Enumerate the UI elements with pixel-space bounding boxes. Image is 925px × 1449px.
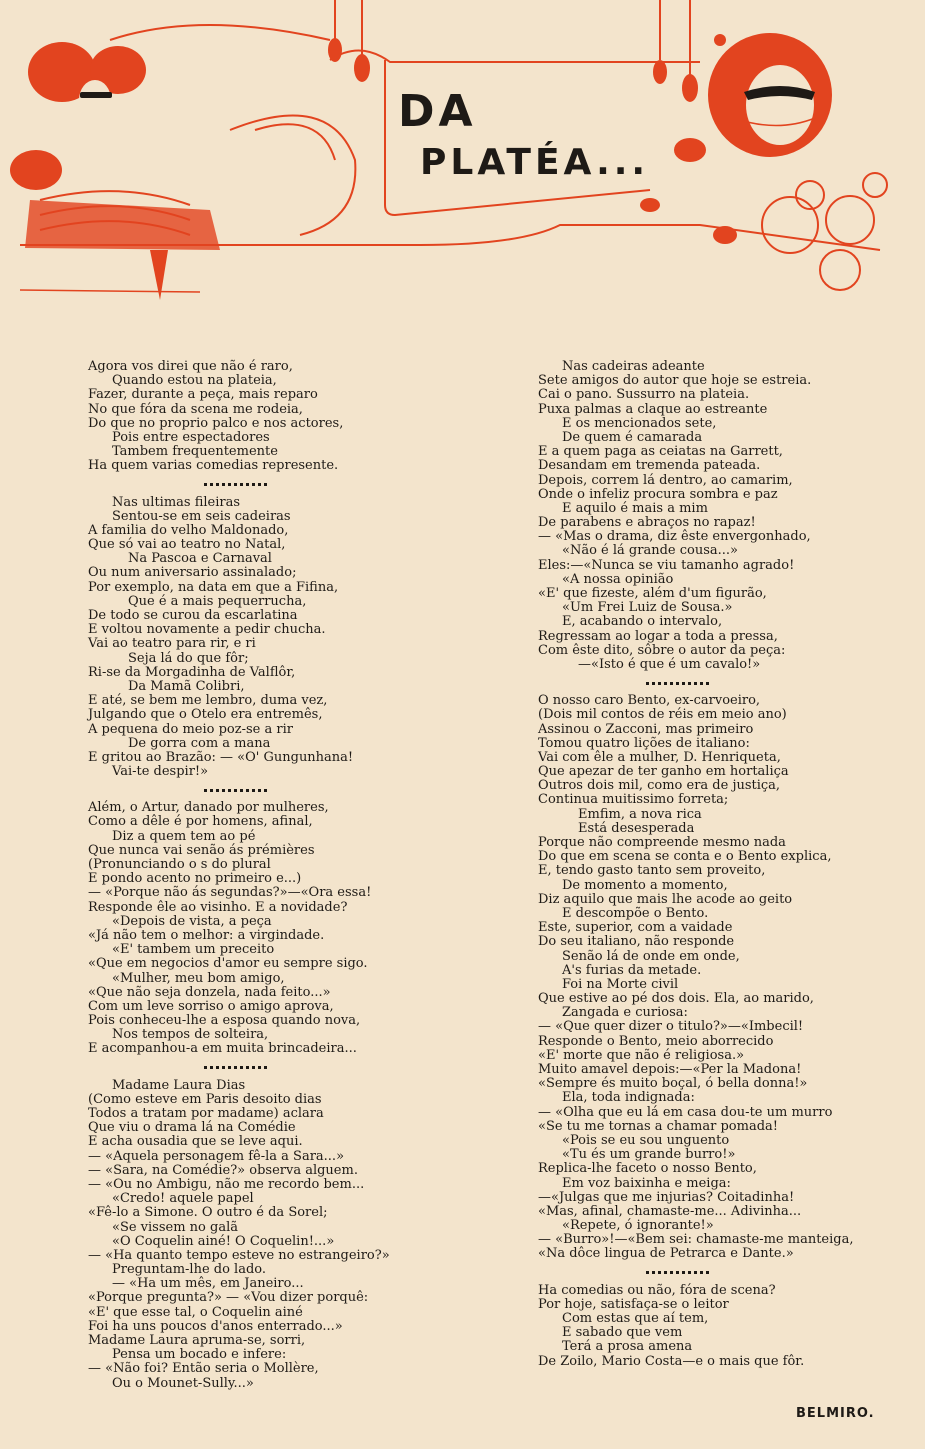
dotted-rule xyxy=(204,483,270,486)
verse-line: Está desesperada xyxy=(578,820,695,836)
verse-line: Com êste dito, sôbre o autor da peça: xyxy=(538,642,786,658)
verse-line: «Pois se eu sou unguento xyxy=(562,1132,730,1148)
stanza xyxy=(538,694,898,1262)
dotted-rule xyxy=(646,682,712,685)
verse-line: «Mas, afinal, chamaste-me... Adivinha... xyxy=(538,1203,802,1219)
verse-line: «Mulher, meu bom amigo, xyxy=(112,970,285,986)
verse-line: Do que no proprio palco e nos actores, xyxy=(88,415,344,431)
verse-line: Replica-lhe faceto o nosso Bento, xyxy=(538,1161,757,1177)
verse-line: — «Olha que eu lá em casa dou-te um murro xyxy=(538,1104,833,1120)
verse-line: Sete amigos do autor que hoje se estreia. xyxy=(538,373,812,389)
verse-line: «Na dôce lingua de Petrarca e Dante.» xyxy=(538,1246,794,1262)
verse-line: Assinou o Zacconi, mas primeiro xyxy=(538,721,754,737)
verse-line: Eles:—«Nunca se viu tamanho agrado! xyxy=(538,557,795,573)
verse-line: Nas cadeiras adeante xyxy=(562,359,705,374)
stanza xyxy=(88,496,508,780)
verse-line: A pequena do meio poz-se a rir xyxy=(88,721,293,737)
verse-line: — «Burro»!—«Bem sei: chamaste-me manteiga, xyxy=(538,1232,854,1248)
verse-line: «Que em negocios d'amor eu sempre sigo. xyxy=(88,956,368,972)
verse-line: Responde êle ao visinho. E a novidade? xyxy=(88,899,348,915)
verse-line: Preguntam-lhe do lado. xyxy=(112,1262,267,1278)
verse-line: «Depois de vista, a peça xyxy=(112,913,272,929)
verse-line: Tambem frequentemente xyxy=(112,444,278,460)
verse-line: «E' que esse tal, o Coquelin ainé xyxy=(88,1304,303,1320)
verse-line: Vai-te despir!» xyxy=(112,764,209,780)
verse-line: Puxa palmas a claque ao estreante xyxy=(538,401,768,417)
verse-line: Do que em scena se conta e o Bento explica, xyxy=(538,849,832,865)
verse-line: Julgando que o Otelo era entremês, xyxy=(88,707,323,723)
verse-line: «Se tu me tornas a chamar pomada! xyxy=(538,1118,778,1134)
verse-line: «Tu és um grande burro!» xyxy=(562,1147,736,1163)
verse-line: E até, se bem me lembro, duma vez, xyxy=(88,693,328,709)
verse-line: De parabens e abraços no rapaz! xyxy=(538,515,756,531)
verse-line: Depois, correm lá dentro, ao camarim, xyxy=(538,472,793,488)
verse-line: E acompanhou-a em muita brincadeira... xyxy=(88,1041,357,1057)
dotted-rule xyxy=(204,789,270,792)
verse-line: — «Aquela personagem fê-la a Sara...» xyxy=(88,1148,345,1164)
verse-line: Ri-se da Morgadinha de Valflôr, xyxy=(88,664,296,680)
verse-line: Este, superior, com a vaidade xyxy=(538,920,733,936)
verse-line: «Porque pregunta?» — «Vou dizer porquê: xyxy=(88,1290,369,1306)
verse-line: «Já não tem o melhor: a virgindade. xyxy=(88,927,325,943)
stanza xyxy=(88,801,508,1056)
verse-line: Da Mamã Colibri, xyxy=(128,678,245,694)
left-column xyxy=(88,360,508,1391)
verse-line: Terá a prosa amena xyxy=(562,1339,693,1355)
verse-line: Vai com êle a mulher, D. Henriqueta, xyxy=(538,749,781,765)
verse-line: Pois entre espectadores xyxy=(112,429,270,445)
verse-line: Que é a mais pequerrucha, xyxy=(128,593,307,609)
verse-line: «Um Frei Luiz de Sousa.» xyxy=(562,600,733,616)
verse-line: Que apezar de ter ganho em hortaliça xyxy=(538,764,789,780)
verse-line: De momento a momento, xyxy=(562,877,728,893)
verse-line: (Pronunciando o s do plural xyxy=(88,857,271,872)
verse-line: E a quem paga as ceiatas na Garrett, xyxy=(538,444,783,460)
verse-line: «Não é lá grande cousa...» xyxy=(562,543,738,559)
verse-line: E pondo acento no primeiro e...) xyxy=(88,871,302,887)
verse-line: Por hoje, satisfaça-se o leitor xyxy=(538,1296,729,1312)
verse-line: Que nunca vai senão ás prémières xyxy=(88,842,315,858)
verse-line: Ela, toda indignada: xyxy=(562,1090,695,1106)
verse-line: — «Porque não ás segundas?»—«Ora essa! xyxy=(88,885,372,901)
stanza xyxy=(88,1079,508,1391)
verse-line: No que fóra da scena me rodeia, xyxy=(88,401,303,417)
title-line-1: DA xyxy=(398,86,477,137)
verse-line: Que estive ao pé dos dois. Ela, ao marido, xyxy=(538,991,814,1007)
verse-line: E os mencionados sete, xyxy=(562,415,717,431)
verse-line: Continua muitissimo forreta; xyxy=(538,792,729,808)
verse-line: «Credo! aquele papel xyxy=(112,1191,254,1207)
verse-line: Foi na Morte civil xyxy=(562,976,679,992)
dotted-rule xyxy=(204,1066,270,1069)
section-separator xyxy=(538,672,898,694)
verse-line: Na Pascoa e Carnaval xyxy=(128,551,272,567)
verse-line: — «Ou no Ambigu, não me recordo bem... xyxy=(88,1176,365,1192)
verse-line: E, acabando o intervalo, xyxy=(562,614,723,630)
right-column xyxy=(538,360,898,1369)
verse-line: Diz aquilo que mais lhe acode ao geito xyxy=(538,891,793,907)
verse-line: Nos tempos de solteira, xyxy=(112,1027,269,1043)
verse-line: —«Julgas que me injurias? Coitadinha! xyxy=(538,1189,795,1205)
verse-line: Que só vai ao teatro no Natal, xyxy=(88,537,286,553)
author-signature: BELMIRO. xyxy=(796,1406,875,1421)
verse-line: Ha comedias ou não, fóra de scena? xyxy=(538,1282,776,1298)
verse-line: Do seu italiano, não responde xyxy=(538,934,735,950)
verse-line: E aquilo é mais a mim xyxy=(562,500,708,516)
stanza xyxy=(538,360,898,672)
verse-line: (Como esteve em Paris desoito dias xyxy=(88,1091,322,1107)
verse-line: Como a dêle é por homens, afinal, xyxy=(88,814,313,830)
verse-line: Senão lá de onde em onde, xyxy=(562,948,740,964)
verse-line: Madame Laura apruma-se, sorri, xyxy=(88,1333,306,1348)
verse-line: Além, o Artur, danado por mulheres, xyxy=(88,800,329,816)
section-separator xyxy=(88,779,508,801)
verse-line: Responde o Bento, meio aborrecido xyxy=(538,1033,774,1049)
verse-line: Onde o infeliz procura sombra e paz xyxy=(538,486,778,502)
verse-line: Emfim, a nova rica xyxy=(578,806,702,822)
illustrated-header xyxy=(0,0,925,310)
verse-line: Cai o pano. Sussurro na plateia. xyxy=(538,387,750,403)
verse-line: — «Sara, na Comédie?» observa alguem. xyxy=(88,1162,358,1178)
verse-line: —«Isto é que é um cavalo!» xyxy=(578,656,761,672)
verse-line: De gorra com a mana xyxy=(128,735,271,751)
verse-line: «E' tambem um preceito xyxy=(112,942,275,958)
verse-line: Porque não compreende mesmo nada xyxy=(538,835,786,850)
stanza xyxy=(538,1284,898,1369)
verse-line: «Se vissem no galã xyxy=(112,1219,238,1235)
verse-line: Agora vos direi que não é raro, xyxy=(88,359,293,374)
verse-line: Fazer, durante a peça, mais reparo xyxy=(88,387,318,403)
verse-line: «O Coquelin ainé! O Coquelin!...» xyxy=(112,1233,335,1249)
verse-line: E gritou ao Brazão: — «O' Gungunhana! xyxy=(88,749,354,765)
section-separator xyxy=(88,474,508,496)
verse-line: Sentou-se em seis cadeiras xyxy=(112,508,291,524)
verse-line: Nas ultimas fileiras xyxy=(112,494,241,510)
section-separator xyxy=(538,1262,898,1284)
verse-line: Ha quem varias comedias represente. xyxy=(88,458,339,474)
verse-line: Desandam em tremenda pateada. xyxy=(538,458,761,474)
verse-line: De Zoilo, Mario Costa—e o mais que fôr. xyxy=(538,1353,805,1369)
verse-line: Com estas que aí tem, xyxy=(562,1311,709,1326)
verse-line: A familia do velho Maldonado, xyxy=(88,522,289,538)
verse-line: «E' que fizeste, além d'um figurão, xyxy=(538,586,767,601)
verse-line: Vai ao teatro para rir, e ri xyxy=(88,636,256,652)
verse-line: Quando estou na plateia, xyxy=(112,373,277,389)
verse-line: Diz a quem tem ao pé xyxy=(112,828,256,844)
verse-line: — «Ha um mês, em Janeiro... xyxy=(112,1276,304,1292)
verse-line: E sabado que vem xyxy=(562,1325,683,1341)
verse-line: «Que não seja donzela, nada feito...» xyxy=(88,984,331,1000)
verse-line: — «Não foi? Então seria o Mollère, xyxy=(88,1361,319,1377)
verse-line: Ou num aniversario assinalado; xyxy=(88,565,297,581)
verse-line: — «Mas o drama, diz êste envergonhado, xyxy=(538,529,811,545)
verse-line: (Dois mil contos de réis em meio ano) xyxy=(538,707,787,723)
verse-line: Por exemplo, na data em que a Fifina, xyxy=(88,579,339,595)
verse-line: De todo se curou da escarlatina xyxy=(88,608,298,623)
verse-line: Foi ha uns poucos d'anos enterrado...» xyxy=(88,1318,343,1334)
verse-line: Outros dois mil, como era de justiça, xyxy=(538,778,781,794)
verse-line: O nosso caro Bento, ex-carvoeiro, xyxy=(538,693,761,709)
verse-line: Pensa um bocado e infere: xyxy=(112,1347,287,1363)
verse-line: E acha ousadia que se leve aqui. xyxy=(88,1134,303,1150)
verse-line: Tomou quatro lições de italiano: xyxy=(538,735,750,751)
verse-line: «Repete, ó ignorante!» xyxy=(562,1218,714,1234)
stanza xyxy=(88,360,508,474)
verse-line: «Sempre és muito boçal, ó bella donna!» xyxy=(538,1076,808,1092)
dotted-rule xyxy=(646,1271,712,1274)
verse-line: Em voz baixinha e meiga: xyxy=(562,1175,731,1191)
verse-line: Zangada e curiosa: xyxy=(562,1005,688,1021)
verse-line: Todos a tratam por madame) aclara xyxy=(88,1106,324,1121)
section-separator xyxy=(88,1057,508,1079)
verse-line: — «Ha quanto tempo esteve no estrangeiro?» xyxy=(88,1247,390,1263)
verse-line: E voltou novamente a pedir chucha. xyxy=(88,622,326,638)
verse-line: Com um leve sorriso o amigo aprova, xyxy=(88,998,334,1014)
verse-line: — «Que quer dizer o titulo?»—«Imbecil! xyxy=(538,1019,804,1035)
verse-line: Muito amavel depois:—«Per la Madona! xyxy=(538,1062,802,1077)
verse-line: Madame Laura Dias xyxy=(112,1077,246,1093)
verse-line: A's furias da metade. xyxy=(562,962,702,978)
verse-line: Que viu o drama lá na Comédie xyxy=(88,1120,296,1136)
verse-line: De quem é camarada xyxy=(562,429,703,445)
verse-line: Pois conheceu-lhe a esposa quando nova, xyxy=(88,1013,361,1029)
verse-line: Ou o Mounet-Sully...» xyxy=(112,1375,254,1391)
verse-line: E descompõe o Bento. xyxy=(562,905,709,921)
verse-line: Regressam ao logar a toda a pressa, xyxy=(538,628,778,644)
verse-line: «E' morte que não é religiosa.» xyxy=(538,1047,745,1063)
verse-line: «A nossa opinião xyxy=(562,571,674,587)
verse-line: Seja lá do que fôr; xyxy=(128,650,249,666)
verse-line: «Fê-lo a Simone. O outro é da Sorel; xyxy=(88,1205,328,1221)
verse-line: E, tendo gasto tanto sem proveito, xyxy=(538,863,766,879)
title-line-2: PLATÉA... xyxy=(420,142,650,183)
